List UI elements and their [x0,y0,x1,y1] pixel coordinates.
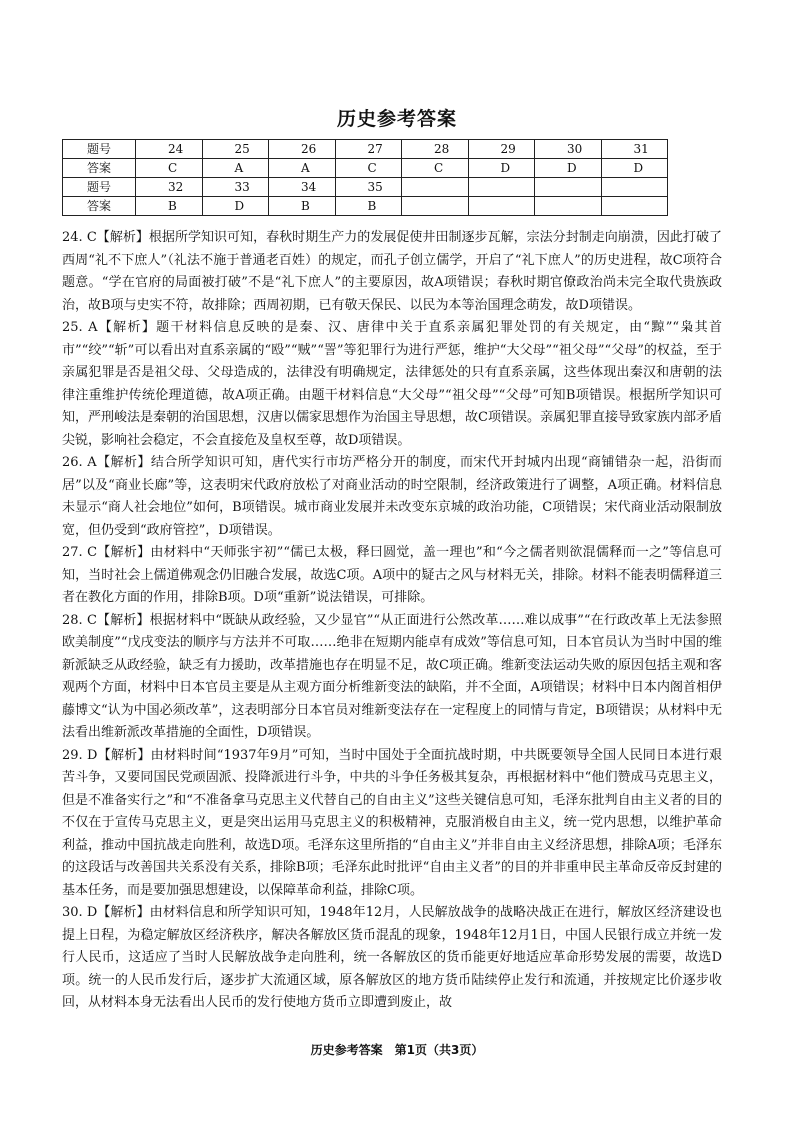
explanation-body [62,227,722,1015]
table-cell: 27 [335,140,402,159]
table-cell: 33 [202,178,269,197]
table-cell: B [136,197,203,216]
explanation-30: 30. D【解析】由材料信息和所学知识可知，1948年12月，人民解放战争的战略决战正在进行，解放区经济建设也提上日程，为稳定解放区经济秩序，解决各解放区货币混乱的现象，1948年12月1日，中国人民银行成立并统一发行人民币，这适应了当时人民解放战争走向胜利，统一各解放区的货币能更好地适应革命形势发展的需要，故选D项。统一的人民币发行后，逐步扩大流通区域，原各解放区的地方货币陆续停止发行和流通，并按规定比价逐步收回，从材料本身无法看出人民币的发行使地方货币立即遭到废止，故 [62,905,722,1010]
table-cell: 32 [136,178,203,197]
row-label: 题号 [63,140,136,159]
explanation-26: 26. A【解析】结合所学知识可知，唐代实行市坊严格分开的制度，而宋代开封城内出现“商铺错杂一起，沿街而居”以及“商业长廊”等，这表明宋代政府放松了对商业活动的时空限制，经济政策进行了调整，A项正确。材料信息未显示“商人社会地位”如何，B项错误。城市商业发展并未改变东京城的政治功能，C项错误；宋代商业活动限制放宽，但仍受到“政府管控”，D项错误。 [62,455,722,538]
table-row [63,159,668,178]
table-cell: B [335,197,402,216]
table-cell: D [202,197,269,216]
table-cell: D [468,159,535,178]
explanation-29: 29. D【解析】由材料时间“1937年9月”可知，当时中国处于全面抗战时期，中共既要领导全国人民同日本进行艰苦斗争，又要同国民党顽固派、投降派进行斗争，中共的斗争任务极其复杂，再根据材料中“他们赞成马克思主义，但是不准备实行之”和“不准备拿马克思主义代替自己的自由主义”这些关键信息可知，毛泽东批判自由主义者的目的不仅在于宣传马克思主义，更是突出运用马克思主义的积极精神，克服消极自由主义，统一党内思想，以维护革命利益，推动中国抗战走向胜利，故选D项。毛泽东这里所指的“自由主义”并非自由主义经济思想，排除A项；毛泽东的这段话与改善国共关系没有关系，排除B项；毛泽东此时批评“自由主义者”的目的并非重申民主革命反帝反封建的基本任务，而是要加强思想建设，以保障革命利益，排除C项。 [62,747,722,898]
table-cell: C [335,159,402,178]
explanation-24: 24. C【解析】根据所学知识可知，春秋时期生产力的发展促使井田制逐步瓦解，宗法分封制走向崩溃，因此打破了西周“礼不下庶人”（礼法不施于普通老百姓）的规定，而孔子创立儒学，开启了“礼下庶人”的历史进程，故C项符合题意。“学在官府的局面被打破”不是“礼下庶人”的主要原因，故A项错误；春秋时期官僚政治尚未完全取代贵族政治，故B项与史实不符，故排除；西周初期，已有敬天保民、以民为本等治国理念萌发，故D项错误。 [62,230,722,313]
page-footer: 历史参考答案 第1页（共3页） [310,1043,484,1057]
table-cell: 31 [601,140,668,159]
table-cell: 28 [402,140,469,159]
row-label: 答案 [63,159,136,178]
explanation-28: 28. C【解析】根据材料中“既缺从政经验，又少显官”“从正面进行公然改革……难以成事”“在行政改革上无法参照欧美制度”“戊戌变法的顺序与方法并不可取……绝非在短期内能卓有成效”等信息可知，日本官员认为当时中国的维新派缺乏从政经验，缺乏有力援助，改革措施也存在明显不足，故C项正确。维新变法运动失败的原因包括主观和客观两个方面，材料中日本官员主要是从主观方面分析维新变法的缺陷，并不全面，A项错误；材料中日本内阁首相伊藤博文“认为中国必须改革”，这表明部分日本官员对维新变法存在一定程度上的同情与肯定，B项错误；从材料中无法看出维新派改革措施的全面性，D项错误。 [62,612,722,740]
page-title: 历史参考答案 [336,108,457,130]
table-cell: C [402,159,469,178]
table-cell [535,178,602,197]
table-cell: 34 [269,178,336,197]
table-cell: C [136,159,203,178]
table-cell: 30 [535,140,602,159]
row-label: 答案 [63,197,136,216]
explanation-25: 25. A【解析】题干材料信息反映的是秦、汉、唐律中关于直系亲属犯罪处罚的有关规定，由“黥”“枭其首市”“绞”“斩”可以看出对直系亲属的“殴”“贼”“詈”等犯罪行为进行严惩，维护“大父母”“祖父母”“父母”的权益，至于亲属犯罪是否是祖父母、父母造成的，法律没有明确规定，法律惩处的只有直系亲属，这些体现出秦汉和唐朝的法律注重维护传统伦理道德，故A项正确。由题干材料信息“大父母”“祖父母”“父母”可知B项错误。根据所学知识可知，严刑峻法是秦朝的治国思想，汉唐以儒家思想作为治国主导思想，故C项错误。亲属犯罪直接导致家族内部矛盾尖锐，影响社会稳定，不会直接危及皇权至尊，故D项错误。 [62,320,722,448]
table-cell: A [269,159,336,178]
table-cell [601,178,668,197]
table-cell [468,178,535,197]
table-cell: 24 [136,140,203,159]
table-cell: A [202,159,269,178]
table-cell [601,197,668,216]
table-cell: 35 [335,178,402,197]
table-cell: B [269,197,336,216]
table-cell [468,197,535,216]
table-row [63,140,668,159]
table-cell: D [535,159,602,178]
table-cell: 26 [269,140,336,159]
answer-table [62,139,668,216]
table-cell: D [601,159,668,178]
table-cell: 25 [202,140,269,159]
explanation-27: 27. C【解析】由材料中“天师张宇初”“儒已太极，释曰圆觉，盖一理也”和“今之儒者则欲混儒释而一之”等信息可知，当时社会上儒道佛观念仍旧融合发展，故选C项。A项中的疑古之风与材料无关，排除。材料不能表明儒释道三者在教化方面的作用，排除B项。D项“重新”说法错误，可排除。 [62,545,722,605]
table-cell [535,197,602,216]
table-row [63,178,668,197]
row-label: 题号 [63,178,136,197]
table-cell: 29 [468,140,535,159]
table-cell [402,197,469,216]
table-cell [402,178,469,197]
table-row [63,197,668,216]
